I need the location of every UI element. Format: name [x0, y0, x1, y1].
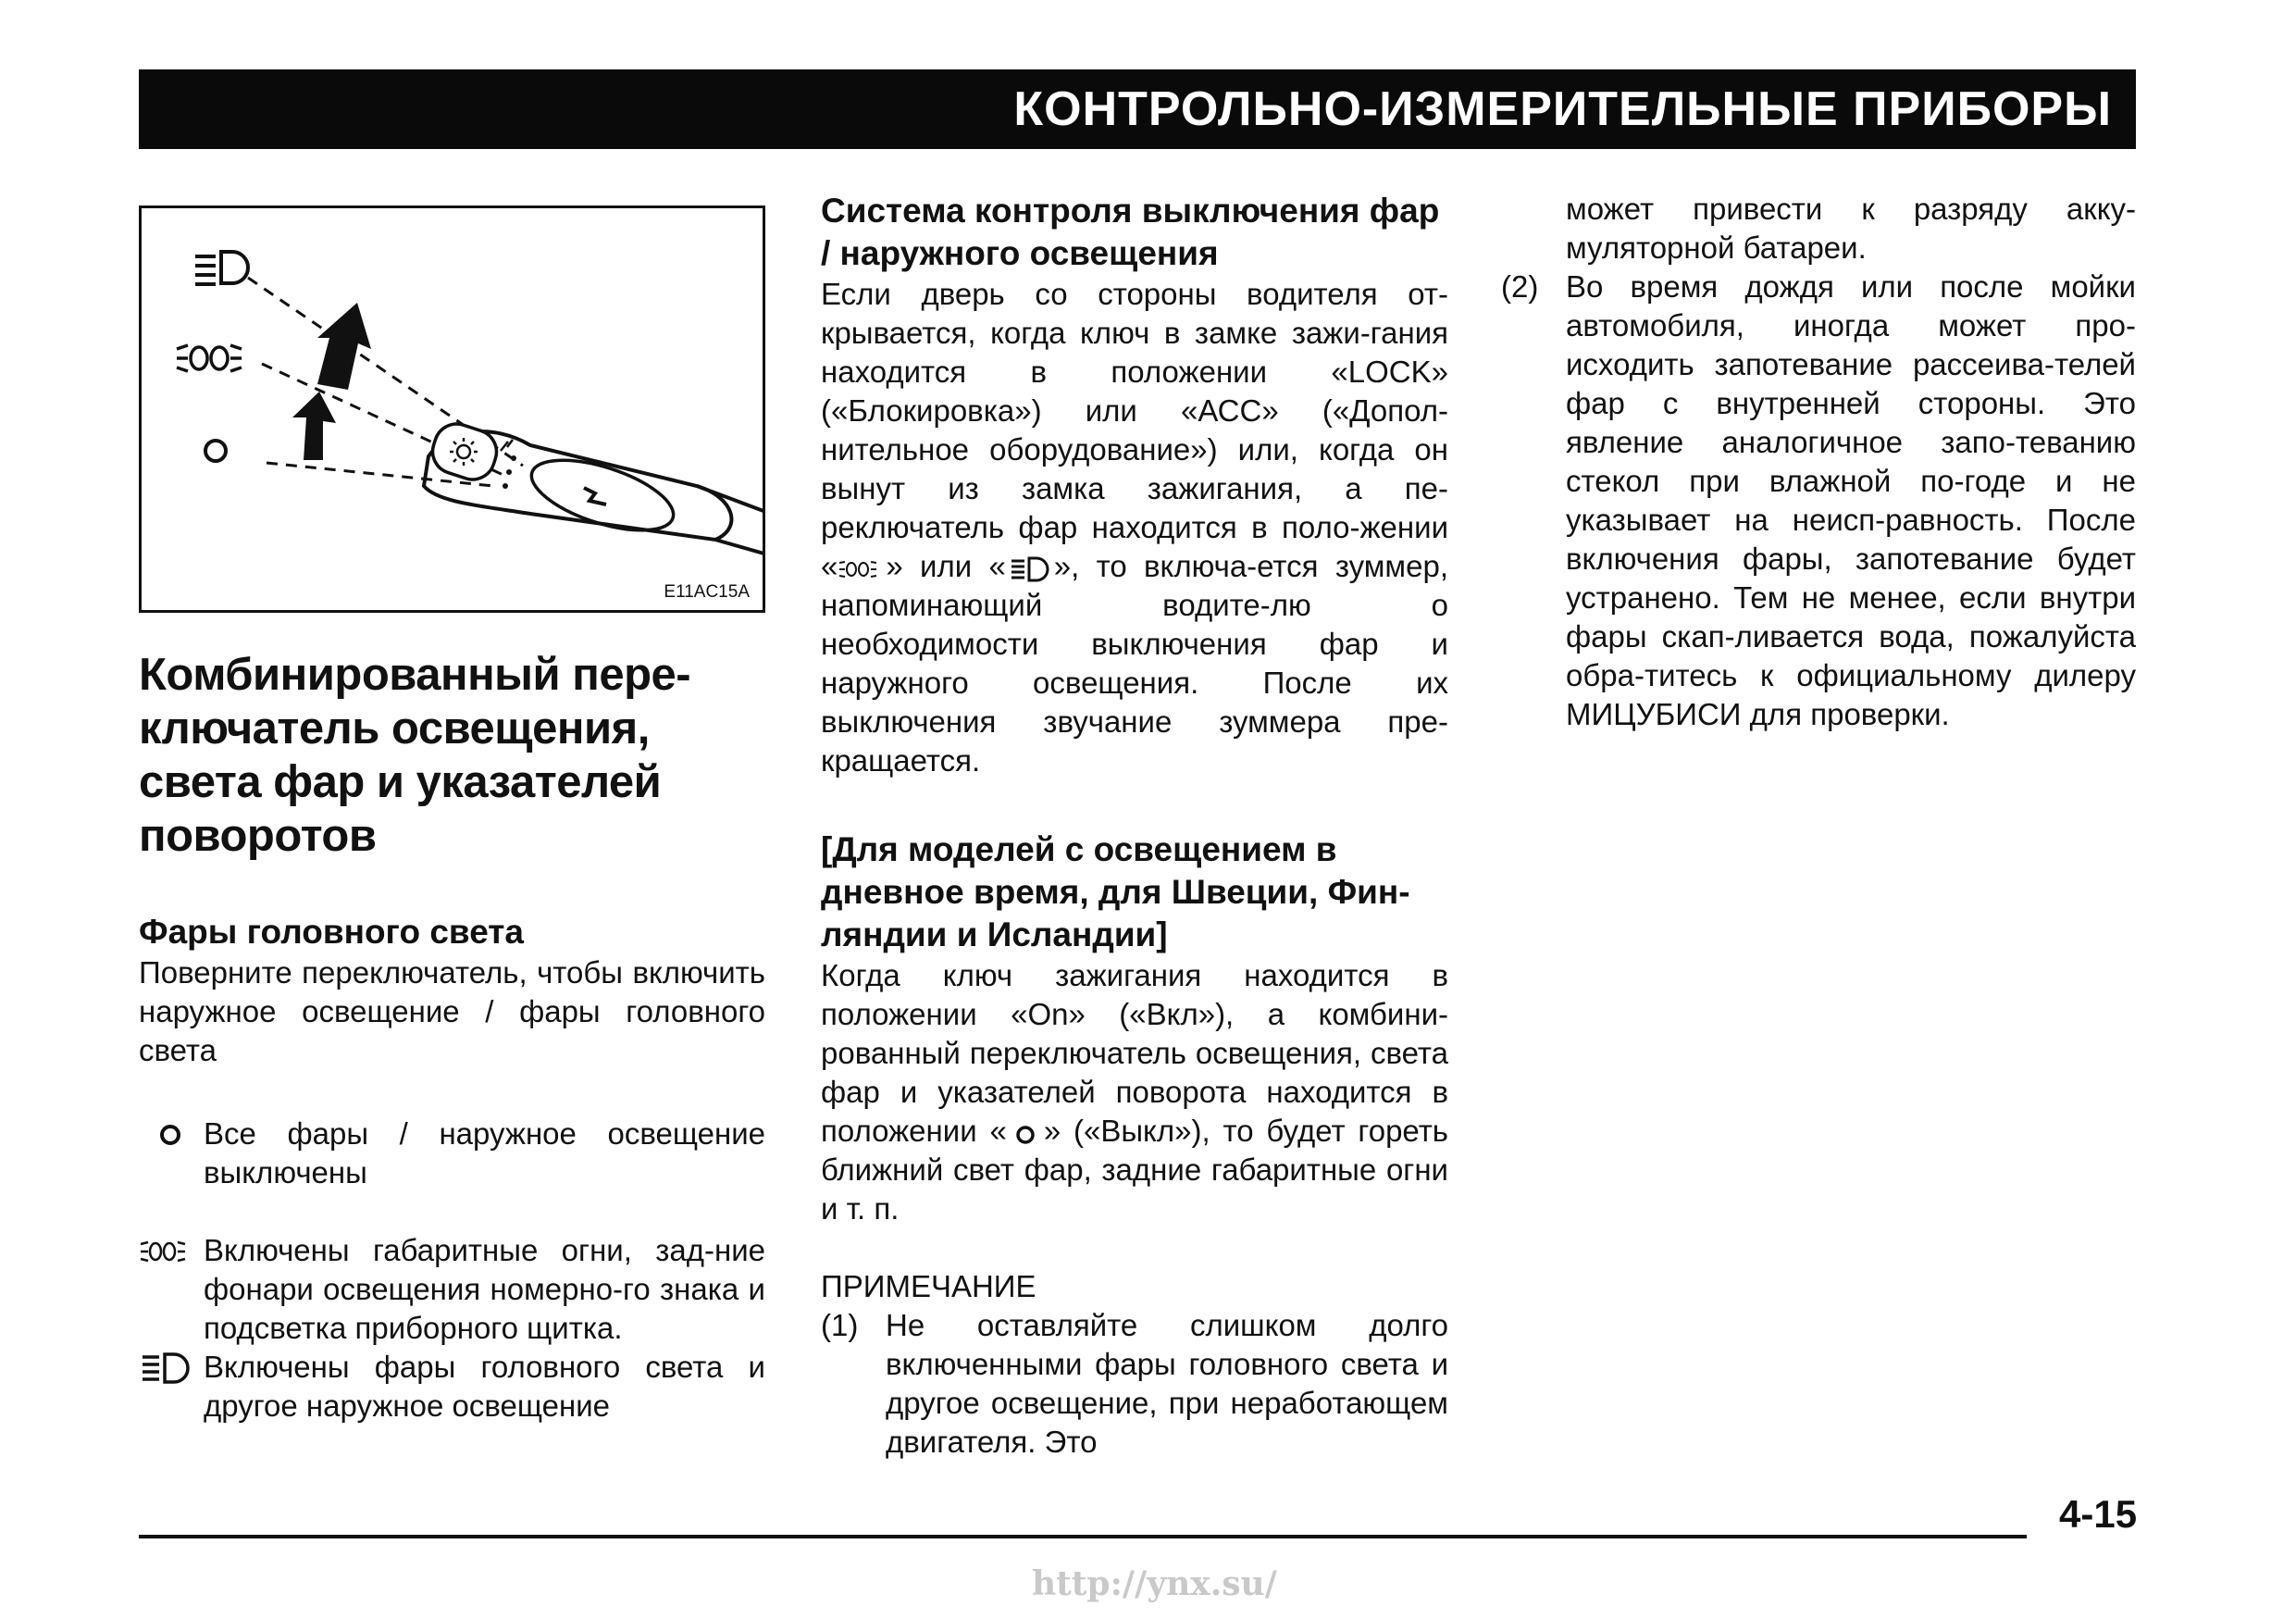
section-title: Комбинированный пере-ключатель освещения, света фар и указателей поворотов [139, 650, 691, 861]
combination-switch-diagram [142, 208, 763, 610]
legend-text-off: Все фары / наружное освещение выключены [204, 1116, 765, 1189]
middle-column [821, 190, 1448, 1462]
para1-text-b: » или « [886, 549, 1006, 583]
legend-item-off [139, 1115, 765, 1192]
headlight-symbol [195, 252, 248, 284]
wiper-button [524, 446, 682, 545]
page-number: 4-15 [2059, 1492, 2138, 1536]
note-item-2 [1501, 268, 2136, 734]
note-number-1: (1) [821, 1308, 859, 1342]
para2-text-b: » («Выкл»), то будет гореть ближний свет фар, задние габаритные огни и т. п. [821, 1114, 1448, 1226]
para1-text-c: », то включа-ется зуммер, напоминающий водите-лю о необходимости выключения фар и наружного освещения. После их выключения звучание зуммера пре-кращается. [821, 549, 1448, 778]
note-text-1: Не оставляйте слишком долго включенными фары головного света и другое освещение, при неработающем двигателя. Это [886, 1308, 1448, 1459]
off-circle-icon [139, 1116, 200, 1153]
note-continuation-text: может привести к разряду акку-муляторной батареи. [1566, 192, 2136, 265]
footer-rule [139, 1535, 2027, 1538]
legend-item-parking [139, 1231, 765, 1348]
heading-light-warning: Система контроля выключения фар / наружного освещения [821, 192, 1440, 272]
note-text-2: Во время дождя или после мойки автомобиля, иногда может про-исходить запотевание рассеива-телей фар с внутренней стороны. Это явление аналогичное запо-теванию стекол при влажной по-годе и не указывает на неисп-равность. После включения фары, запотевание будет устранено. Тем не менее, если внутри фары скап-ливается вода, пожалуйста обра-титесь к официальному дилеру МИЦУБИСИ для проверки. [1566, 269, 2136, 731]
paragraph-daytime [821, 956, 1448, 1228]
paragraph-light-warning [821, 275, 1448, 780]
note-continuation [1501, 190, 2136, 268]
parking-lights-icon [838, 554, 886, 584]
note-item-1 [821, 1306, 1448, 1462]
note-number-2: (2) [1501, 269, 1539, 304]
header-bar [139, 69, 2136, 149]
switch-illustration [139, 205, 765, 613]
parking-lights-symbol [177, 345, 242, 371]
right-column [1501, 190, 2136, 734]
legend-text-parking: Включены габаритные огни, зад-ние фонари освещения номерно-го знака и подсветка приборного щитка. [204, 1233, 765, 1345]
legend-item-headlight [139, 1348, 765, 1426]
intro-paragraph: Поверните переключатель, чтобы включить наружное освещение / фары головного света [139, 955, 765, 1067]
para2-text-a: Когда ключ зажигания находится в положении «On» («Вкл»), а комбини-рованный переключатель освещения, света фар и указателей поворота находится в положении « [821, 958, 1448, 1148]
para1-text-a: Если дверь со стороны водителя от-крывается, когда ключ в замке зажи-гания находится в положении «LOCK» («Блокировка») или «АСС» («Допол-нительное оборудование») или, когда он вынут из замка зажигания, а пе-реключатель фар находится в поло-жении « [821, 277, 1448, 583]
off-circle-icon [1007, 1119, 1044, 1149]
note-label: ПРИМЕЧАНИЕ [821, 1269, 1036, 1303]
parking-lights-icon [139, 1233, 200, 1270]
figure-code: E11AC15A [664, 582, 750, 602]
off-symbol [205, 441, 226, 461]
headlight-icon [139, 1350, 200, 1387]
left-column [139, 648, 765, 1426]
rotation-arrows [292, 303, 371, 460]
legend-text-headlight: Включены фары головного света и другое наружное освещение [204, 1350, 765, 1423]
watermark: http://ynx.su/ [1032, 1564, 1277, 1603]
subheading-headlights: Фары головного света [139, 913, 524, 951]
heading-daytime-models: [Для моделей с освещением в дневное время, для Швеции, Фин-ляндии и Исландии] [821, 830, 1410, 953]
knob [427, 418, 502, 485]
headlight-icon [1006, 554, 1054, 584]
page-title: КОНТРОЛЬНО-ИЗМЕРИТЕЛЬНЫЕ ПРИБОРЫ [1013, 82, 2112, 136]
